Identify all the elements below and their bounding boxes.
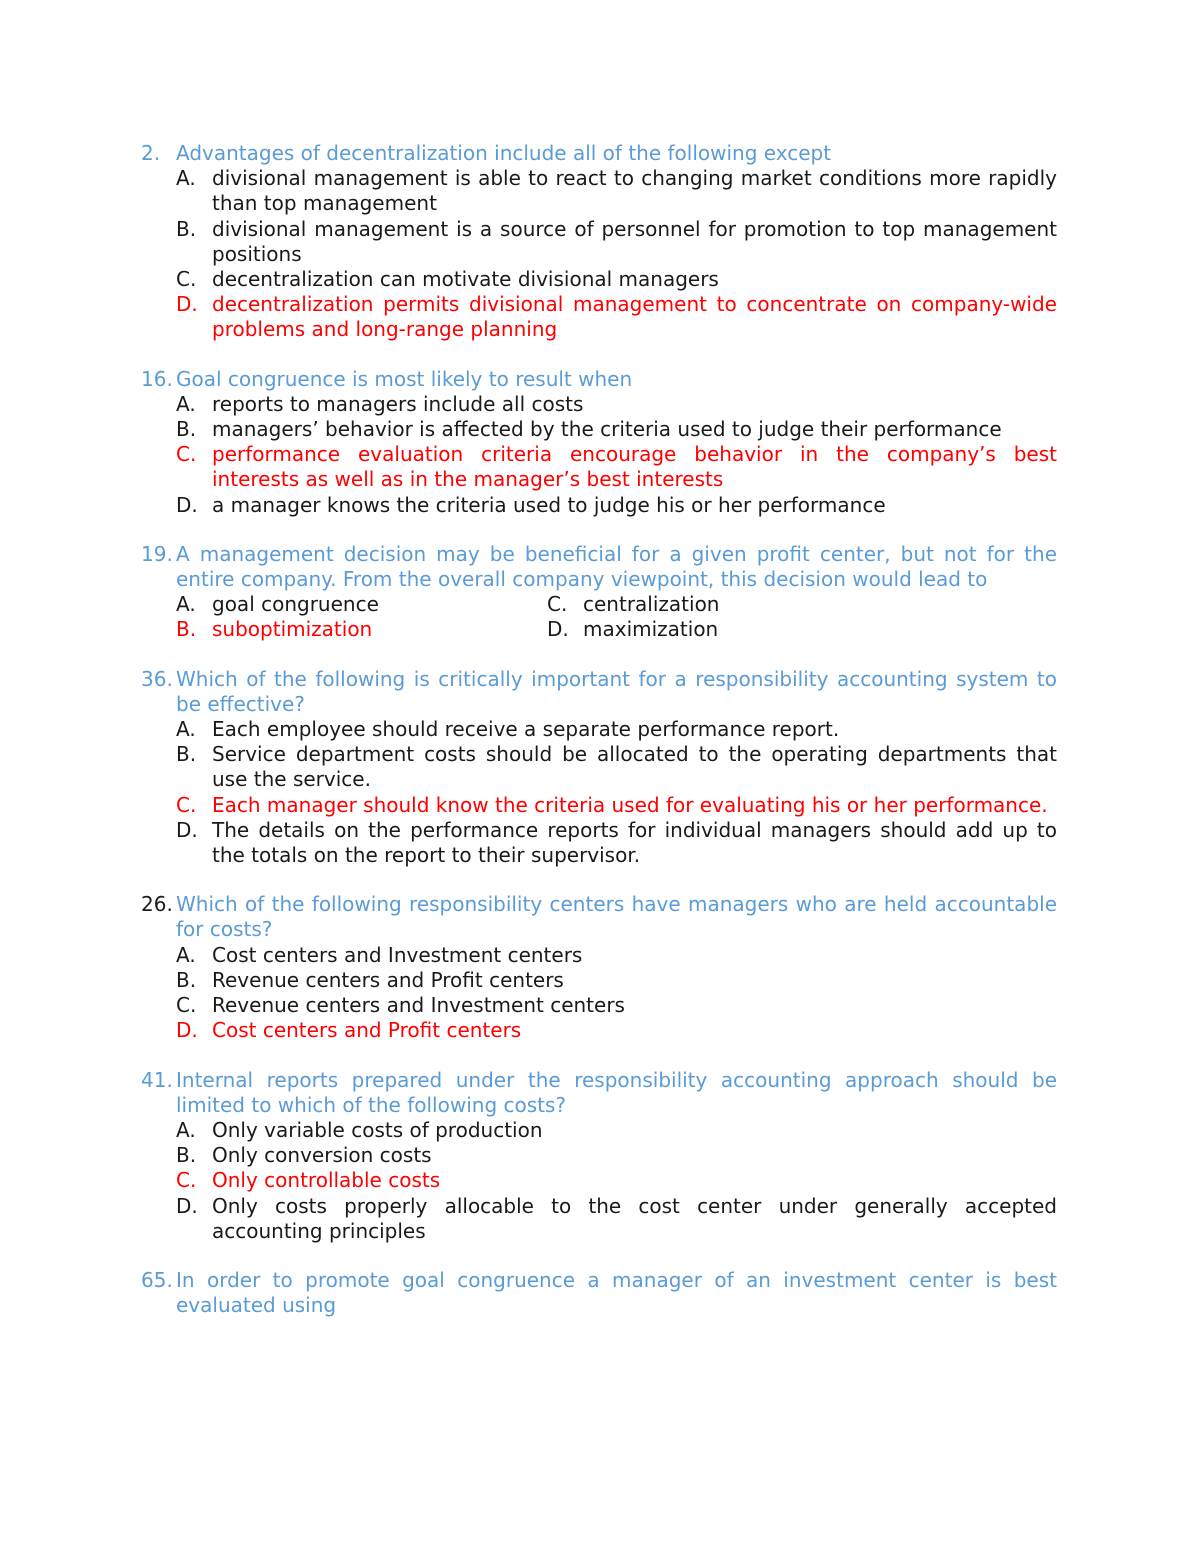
question-text: Goal congruence is most likely to result when (176, 366, 633, 391)
option-c-correct (176, 793, 1057, 818)
option-text: performance evaluation criteria encourage behavior in the company’s best interests as well as in the manager’s best interests (212, 442, 1057, 492)
option-text: divisional management is able to react to changing market conditions more rapidly than top management (212, 166, 1057, 216)
option-letter: D. (176, 492, 198, 517)
option-letter: C. (176, 792, 197, 817)
option-text: Cost centers and Profit centers (212, 1018, 522, 1043)
option-d (176, 1194, 1057, 1244)
option-text: decentralization permits divisional management to concentrate on company-wide problems and long-range planning (212, 292, 1057, 342)
option-letter: A. (176, 166, 196, 191)
option-text: managers’ behavior is affected by the criteria used to judge their performance (212, 417, 1002, 442)
option-text: reports to managers include all costs (212, 391, 584, 416)
option-text: Service department costs should be allocated to the operating departments that use the service. (212, 742, 1057, 792)
question-26 (141, 892, 1057, 1043)
question-text: Advantages of decentralization include all of the following except (176, 141, 832, 165)
option-text: divisional management is a source of personnel for promotion to top management positions (212, 216, 1057, 266)
options-list (141, 943, 1057, 1044)
option-text: a manager knows the criteria used to judge his or her performance (212, 492, 886, 517)
option-text: decentralization can motivate divisional managers (212, 267, 719, 292)
question-stem (141, 367, 1057, 392)
option-letter: A. (176, 942, 196, 967)
option-c-correct (176, 1168, 1057, 1193)
option-letter: D. (176, 1018, 198, 1043)
option-letter: C. (176, 267, 197, 292)
options-list (141, 392, 1057, 518)
option-c (176, 993, 1057, 1018)
question-text: In order to promote goal congruence a manager of an investment center is best evaluated using (176, 1267, 1057, 1318)
option-letter: A. (176, 592, 196, 617)
option-b (176, 742, 1057, 792)
option-letter: C. (547, 592, 568, 617)
option-text: Only costs properly allocable to the cost center under generally accepted accounting principles (212, 1193, 1057, 1243)
option-d-correct (176, 1018, 1057, 1043)
question-41 (141, 1068, 1057, 1244)
option-text: centralization (583, 592, 720, 617)
question-number: 26. (141, 892, 173, 917)
question-stem (141, 892, 1057, 942)
question-stem (141, 1268, 1057, 1318)
option-letter: D. (176, 1193, 198, 1218)
option-letter: C. (176, 442, 197, 467)
option-b (176, 417, 1057, 442)
option-text: Revenue centers and Investment centers (212, 993, 625, 1018)
option-b (176, 968, 1057, 993)
option-b (176, 217, 1057, 267)
option-text: suboptimization (212, 617, 373, 642)
option-letter: B. (176, 742, 197, 767)
option-c (176, 267, 1057, 292)
option-text: Revenue centers and Profit centers (212, 967, 564, 992)
option-text: Each manager should know the criteria used for evaluating his or her performance. (212, 792, 1048, 817)
option-letter: A. (176, 391, 196, 416)
option-c (547, 592, 1057, 617)
option-d (176, 493, 1057, 518)
option-text: Only variable costs of production (212, 1117, 543, 1142)
question-36 (141, 667, 1057, 869)
question-stem (141, 667, 1057, 717)
option-a (176, 592, 547, 617)
question-65 (141, 1268, 1057, 1318)
option-text: Only controllable costs (212, 1168, 441, 1193)
option-letter: B. (176, 617, 197, 642)
option-a (176, 392, 1057, 417)
option-b-correct (176, 617, 547, 642)
question-text: Internal reports prepared under the responsibility accounting approach should be limited to which of the following costs? (176, 1067, 1057, 1117)
question-text: Which of the following is critically important for a responsibility accounting system to be effective? (176, 666, 1057, 716)
option-letter: B. (176, 1143, 197, 1168)
question-stem (141, 141, 1057, 166)
option-a (176, 943, 1057, 968)
question-text: A management decision may be beneficial for a given profit center, but not for the entire company. From the overall company viewpoint, this decision would lead to (176, 541, 1057, 592)
question-stem (141, 542, 1057, 592)
question-number: 19. (141, 541, 173, 566)
question-number: 16. (141, 366, 173, 391)
question-2 (141, 141, 1057, 343)
option-a (176, 717, 1057, 742)
option-text: maximization (583, 617, 719, 642)
option-letter: B. (176, 967, 197, 992)
option-letter: D. (547, 617, 569, 642)
option-letter: B. (176, 216, 197, 241)
question-16 (141, 367, 1057, 518)
option-d (547, 617, 1057, 642)
option-text: Each employee should receive a separate performance report. (212, 717, 840, 742)
option-letter: A. (176, 717, 196, 742)
option-text: The details on the performance reports for individual managers should add up to the totals on the report to their supervisor. (212, 817, 1057, 868)
option-a (176, 166, 1057, 216)
question-text: Which of the following responsibility centers have managers who are held accountable for costs? (176, 892, 1057, 942)
option-letter: D. (176, 817, 198, 842)
question-number: 65. (141, 1267, 173, 1292)
question-19 (141, 542, 1057, 643)
option-letter: C. (176, 993, 197, 1018)
option-letter: D. (176, 292, 198, 317)
options-grid (141, 592, 1057, 642)
option-c-correct (176, 442, 1057, 492)
option-letter: C. (176, 1168, 197, 1193)
option-text: Cost centers and Investment centers (212, 942, 583, 967)
option-d (176, 818, 1057, 868)
question-number: 41. (141, 1067, 173, 1092)
question-number: 2. (141, 141, 161, 165)
option-letter: B. (176, 417, 197, 442)
options-list (141, 1118, 1057, 1244)
option-a (176, 1118, 1057, 1143)
options-list (141, 166, 1057, 342)
question-number: 36. (141, 666, 173, 691)
option-text: Only conversion costs (212, 1143, 432, 1168)
option-letter: A. (176, 1117, 196, 1142)
option-d-correct (176, 292, 1057, 342)
question-stem (141, 1068, 1057, 1118)
option-b (176, 1143, 1057, 1168)
options-list (141, 717, 1057, 868)
option-text: goal congruence (212, 592, 379, 617)
